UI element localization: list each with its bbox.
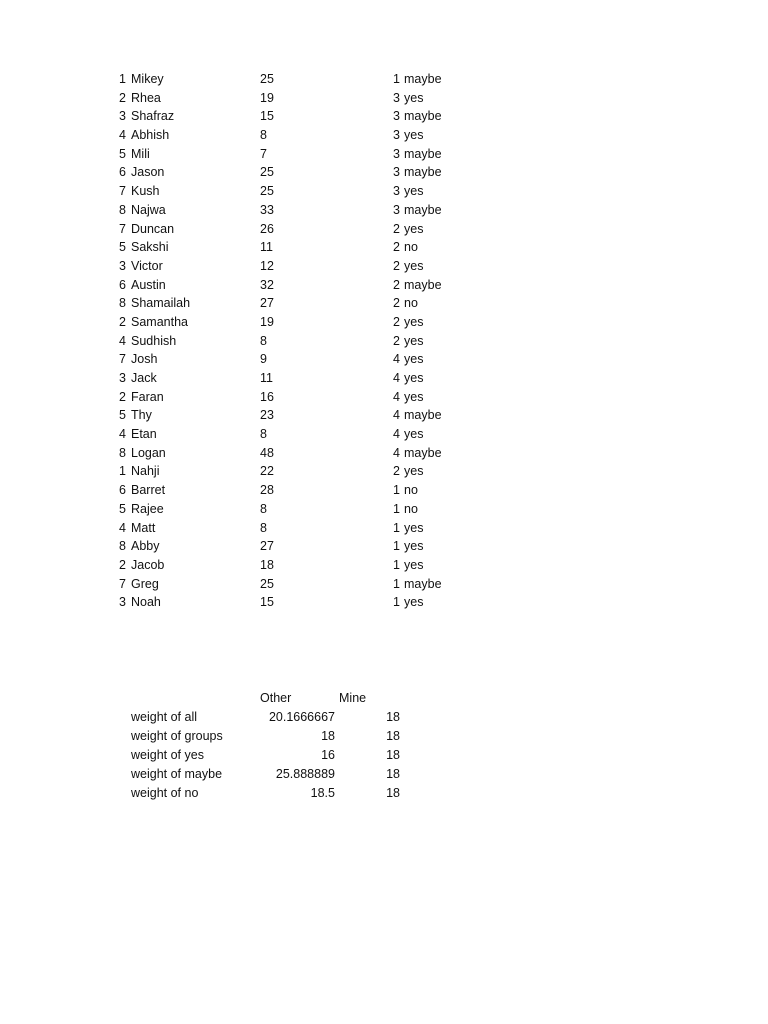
row-weight-cell: 18 [260,557,274,572]
row-group-cell: 2 [119,90,126,105]
row-number-cell: 3 [393,128,400,143]
row-number-cell: 2 [393,277,400,292]
row-group-cell: 2 [119,557,126,572]
table-row [112,163,472,182]
row-response-cell: yes [404,352,424,367]
row-name-cell: Austin [131,277,166,292]
row-weight-cell: 16 [260,389,274,404]
summary-label: weight of groups [131,729,223,743]
row-group-cell: 5 [119,408,126,423]
summary-label: weight of maybe [131,767,223,781]
row-name-cell: Shafraz [131,109,175,124]
row-number-cell: 1 [393,520,400,535]
row-name-cell: Abby [131,539,160,554]
row-response-cell: yes [404,389,424,404]
row-name-cell: Thy [131,408,152,423]
row-weight-cell: 8 [260,128,267,143]
row-number-cell: 3 [393,146,400,161]
row-weight-cell: 25 [260,165,274,180]
row-response-cell: yes [404,595,424,610]
row-group-cell: 8 [119,202,126,217]
row-weight-cell: 12 [260,258,274,273]
row-name-cell: Logan [131,445,166,460]
table-row [112,294,472,313]
row-weight-cell: 25 [260,576,274,591]
summary-mine-value: 18 [386,748,400,762]
table-row [112,537,472,556]
row-group-cell: 4 [119,128,126,143]
summary-header-mine: Mine [339,691,367,705]
row-response-cell: yes [404,464,424,479]
row-name-cell: Mili [131,146,150,161]
row-group-cell: 4 [119,333,126,348]
summary-mine-value: 18 [386,729,400,743]
summary-row [131,708,431,727]
row-group-cell: 4 [119,520,126,535]
row-name-cell: Noah [131,595,161,610]
row-weight-cell: 22 [260,464,274,479]
data-table [112,70,472,612]
row-group-cell: 7 [119,352,126,367]
table-row [112,444,472,463]
row-response-cell: yes [404,258,424,273]
row-response-cell: maybe [404,72,442,86]
row-number-cell: 2 [393,296,400,311]
row-response-cell: maybe [404,445,442,460]
row-number-cell: 4 [393,352,400,367]
table-row [112,220,472,239]
row-group-cell: 3 [119,258,126,273]
row-number-cell: 4 [393,371,400,385]
row-name-cell: Sudhish [131,333,177,348]
row-group-cell: 6 [119,483,126,498]
row-response-cell: yes [404,557,424,572]
row-group-cell: 8 [119,539,126,554]
row-response-cell: maybe [404,146,442,161]
row-group-cell: 6 [119,165,126,180]
row-response-cell: maybe [404,165,442,180]
table-row [112,201,472,220]
row-group-cell: 5 [119,240,126,255]
row-group-cell: 6 [119,277,126,292]
row-group-cell: 2 [119,389,126,404]
row-number-cell: 2 [393,464,400,479]
row-response-cell: maybe [404,277,442,292]
row-weight-cell: 19 [260,314,274,329]
row-group-cell: 3 [119,595,126,610]
summary-mine-value: 18 [386,786,400,800]
row-response-cell: maybe [404,202,442,217]
table-row [112,369,472,388]
row-weight-cell: 26 [260,221,274,236]
row-response-cell: no [404,240,418,255]
row-name-cell: Jason [131,165,165,180]
table-row [112,481,472,500]
row-name-cell: Rhea [131,90,161,105]
row-weight-cell: 23 [260,408,274,423]
row-response-cell: yes [404,371,424,385]
row-response-cell: maybe [404,109,442,124]
row-name-cell: Rajee [131,501,164,516]
summary-mine-value: 18 [386,767,400,781]
table-row [112,257,472,276]
summary-row [131,765,431,784]
row-response-cell: yes [404,90,424,105]
row-weight-cell: 27 [260,296,274,311]
row-group-cell: 4 [119,427,126,442]
row-number-cell: 3 [393,202,400,217]
row-name-cell: Duncan [131,221,175,236]
row-name-cell: Jack [131,371,157,385]
table-row [112,332,472,351]
row-response-cell: yes [404,128,424,143]
row-response-cell: yes [404,427,424,442]
table-row [112,107,472,126]
row-response-cell: no [404,483,418,498]
row-group-cell: 3 [119,109,126,124]
row-response-cell: yes [404,333,424,348]
table-row [112,575,472,594]
table-row [112,126,472,145]
table-row [112,276,472,295]
table-row [112,519,472,538]
row-number-cell: 4 [393,427,400,442]
row-response-cell: yes [404,221,424,236]
summary-table [131,689,431,803]
row-weight-cell: 15 [260,109,274,124]
row-name-cell: Mikey [131,72,164,86]
row-number-cell: 2 [393,240,400,255]
row-response-cell: no [404,296,418,311]
row-weight-cell: 8 [260,501,267,516]
row-number-cell: 1 [393,557,400,572]
row-name-cell: Faran [131,389,164,404]
summary-header-row [131,689,431,708]
row-name-cell: Josh [131,352,158,367]
summary-other-value: 25.888889 [275,767,335,781]
table-row [112,500,472,519]
row-weight-cell: 11 [260,371,273,385]
row-group-cell: 8 [119,445,126,460]
summary-mine-value: 18 [386,710,400,724]
row-name-cell: Jacob [131,557,165,572]
row-weight-cell: 15 [260,595,274,610]
row-number-cell: 1 [393,576,400,591]
row-name-cell: Matt [131,520,156,535]
row-name-cell: Barret [131,483,166,498]
row-group-cell: 7 [119,576,126,591]
table-row [112,425,472,444]
row-name-cell: Sakshi [131,240,169,255]
row-group-cell: 7 [119,221,126,236]
row-group-cell: 8 [119,296,126,311]
summary-other-value: 18 [321,729,335,743]
row-number-cell: 1 [393,72,400,86]
summary-other-value: 18.5 [310,786,335,800]
table-row [112,89,472,108]
table-row [112,593,472,612]
summary-rows [131,708,431,803]
row-weight-cell: 7 [260,146,267,161]
row-number-cell: 2 [393,258,400,273]
row-weight-cell: 11 [260,240,273,255]
table-row [112,238,472,257]
row-group-cell: 2 [119,314,126,329]
row-name-cell: Etan [131,427,157,442]
row-response-cell: yes [404,539,424,554]
table-row [112,350,472,369]
table-row [112,145,472,164]
row-response-cell: yes [404,184,424,199]
table-row [112,313,472,332]
row-weight-cell: 48 [260,445,274,460]
row-weight-cell: 33 [260,202,274,217]
row-name-cell: Nahji [131,464,160,479]
row-number-cell: 3 [393,109,400,124]
row-number-cell: 4 [393,389,400,404]
summary-row [131,784,431,803]
row-group-cell: 7 [119,184,126,199]
summary-row [131,727,431,746]
summary-other-value: 16 [321,748,335,762]
row-group-cell: 5 [119,146,126,161]
row-weight-cell: 27 [260,539,274,554]
summary-label: weight of yes [131,748,204,762]
row-number-cell: 2 [393,333,400,348]
row-number-cell: 1 [393,501,400,516]
row-weight-cell: 32 [260,277,274,292]
row-name-cell: Abhish [131,128,170,143]
row-response-cell: maybe [404,576,442,591]
row-weight-cell: 8 [260,520,267,535]
row-name-cell: Samantha [131,314,188,329]
row-response-cell: maybe [404,408,442,423]
summary-other-value: 20.1666667 [268,710,335,724]
row-number-cell: 3 [393,165,400,180]
row-group-cell: 1 [119,464,126,479]
row-name-cell: Greg [131,576,159,591]
summary-label: weight of no [131,786,199,800]
table-row [112,182,472,201]
row-weight-cell: 19 [260,90,274,105]
table-row [112,388,472,407]
row-group-cell: 1 [119,72,126,86]
row-group-cell: 3 [119,371,126,385]
row-name-cell: Kush [131,184,160,199]
summary-row [131,746,431,765]
summary-label: weight of all [131,710,198,724]
table-row [112,406,472,425]
table-row [112,462,472,481]
row-name-cell: Najwa [131,202,166,217]
row-number-cell: 3 [393,90,400,105]
row-weight-cell: 25 [260,184,274,199]
row-response-cell: yes [404,314,424,329]
row-weight-cell: 8 [260,427,267,442]
table-row [112,70,472,89]
row-number-cell: 2 [393,314,400,329]
row-number-cell: 4 [393,445,400,460]
row-weight-cell: 25 [260,72,274,86]
row-weight-cell: 8 [260,333,267,348]
row-number-cell: 1 [393,483,400,498]
row-number-cell: 4 [393,408,400,423]
row-weight-cell: 9 [260,352,267,367]
row-name-cell: Victor [131,258,163,273]
table-row [112,556,472,575]
row-number-cell: 1 [393,595,400,610]
summary-header-other: Other [260,691,292,705]
row-response-cell: no [404,501,418,516]
row-number-cell: 2 [393,221,400,236]
row-name-cell: Shamailah [131,296,191,311]
row-response-cell: yes [404,520,424,535]
row-number-cell: 3 [393,184,400,199]
row-number-cell: 1 [393,539,400,554]
row-weight-cell: 28 [260,483,274,498]
row-group-cell: 5 [119,501,126,516]
